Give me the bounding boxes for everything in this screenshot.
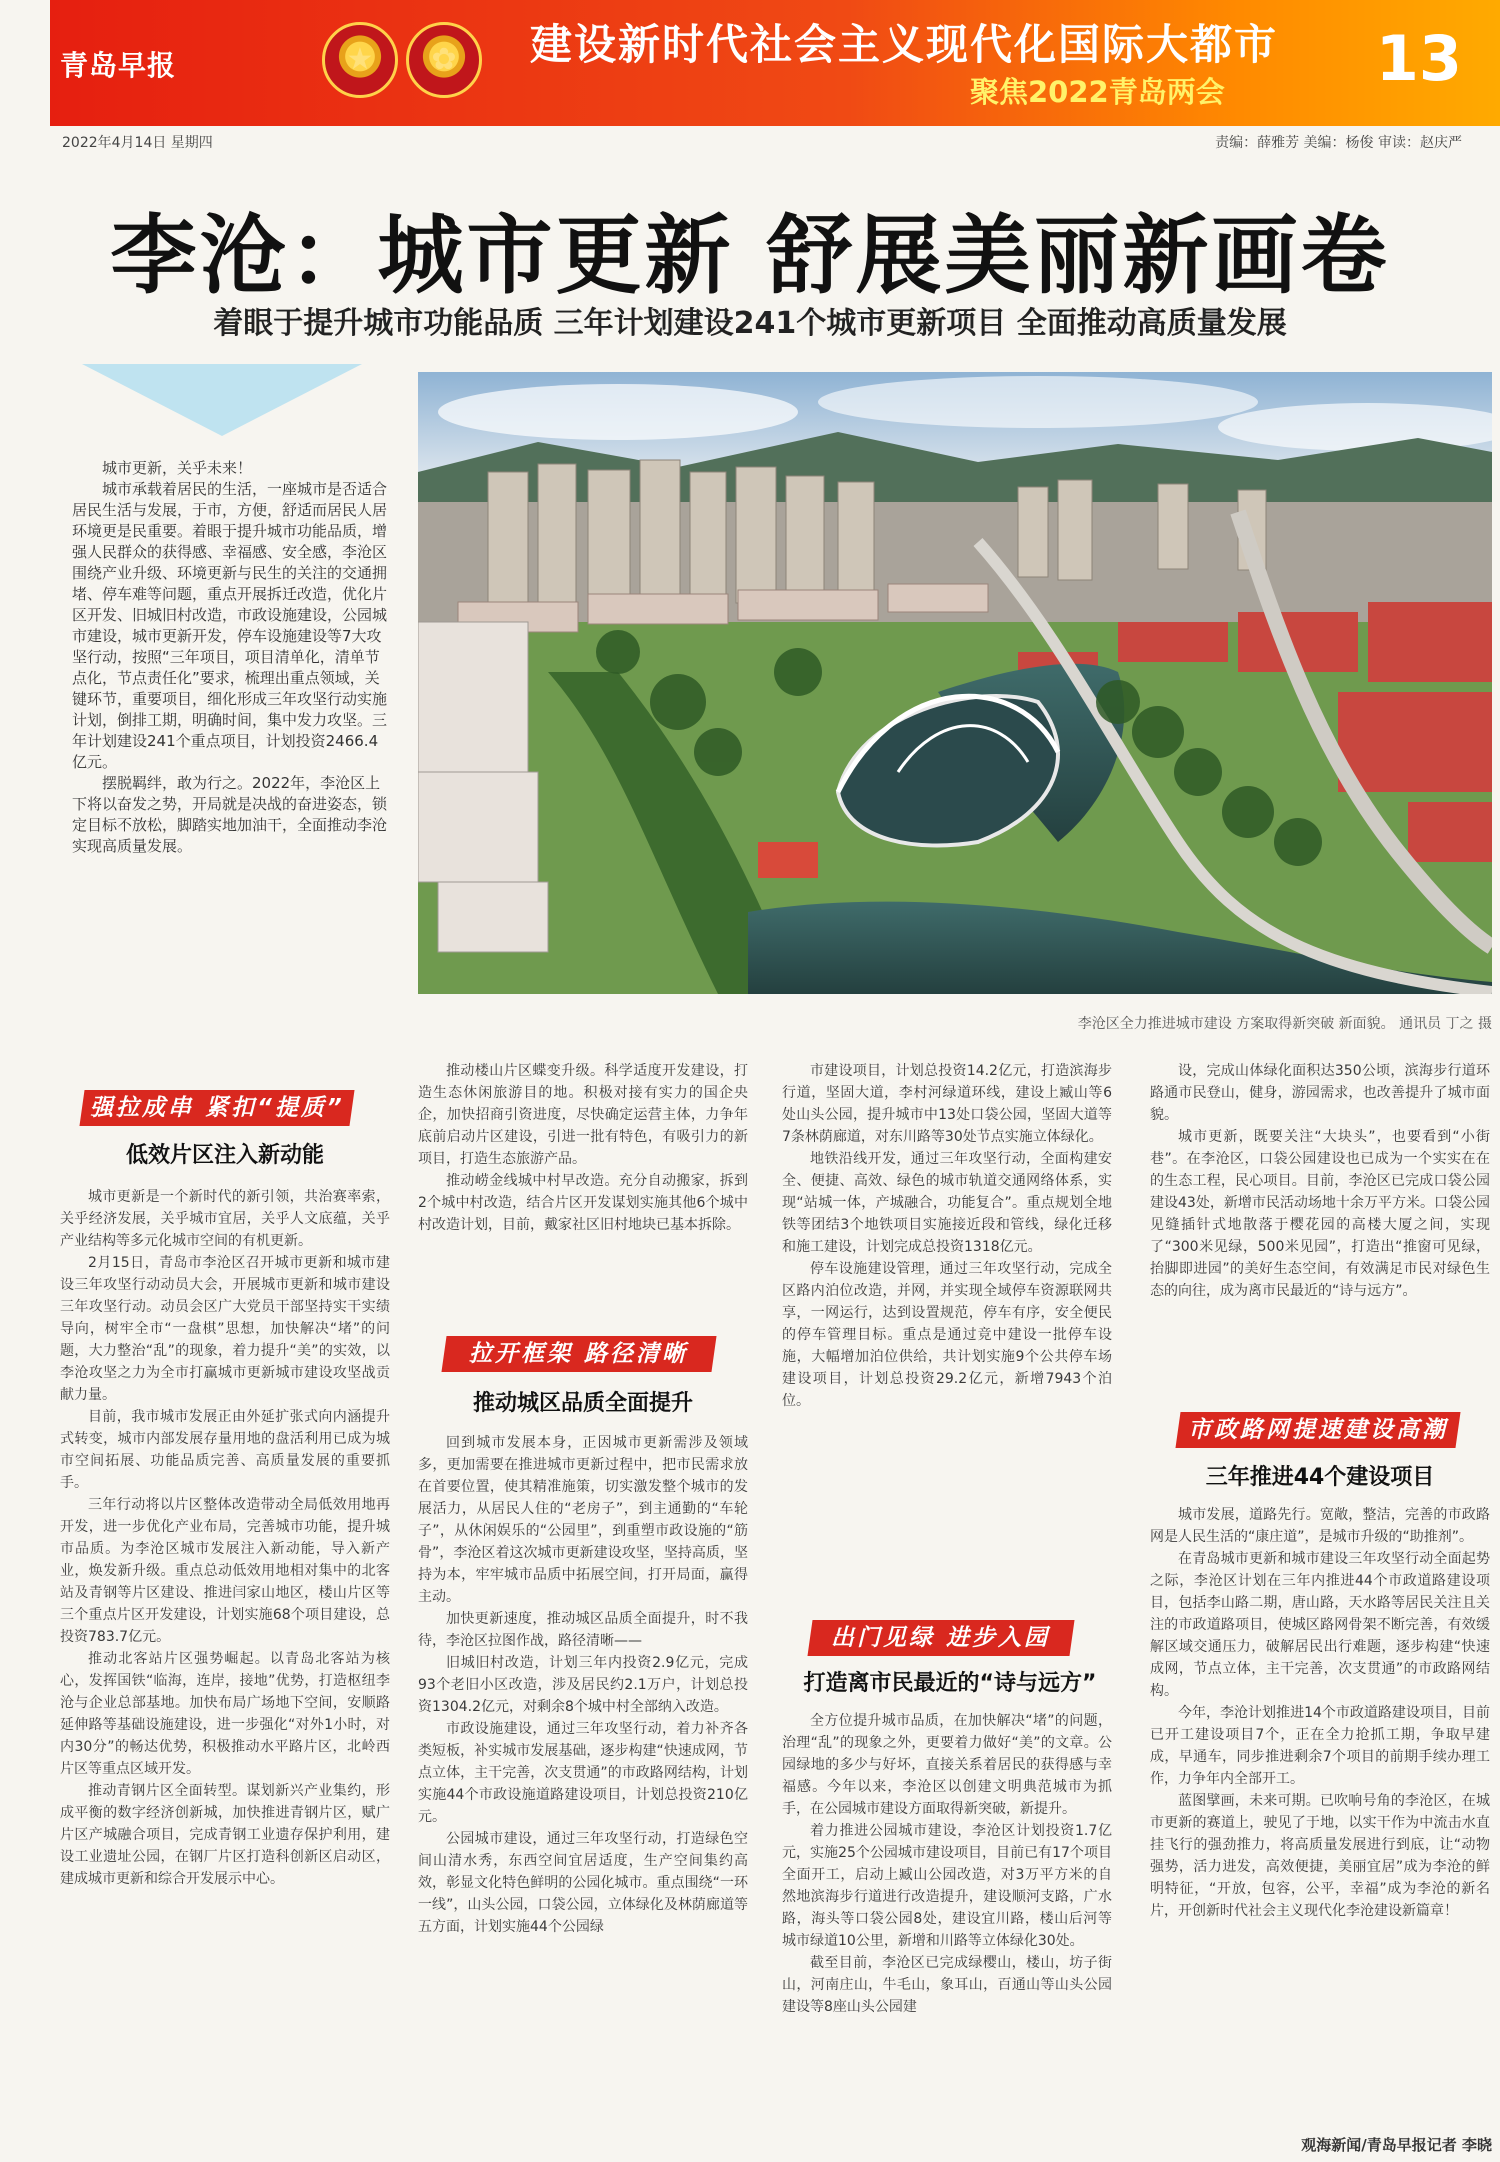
- section-subtitle-3: 打造离市民最近的“诗与远方”: [803, 1671, 1097, 1696]
- article-column-4-bottom: [1150, 1504, 1490, 1922]
- article-paragraph: 设，完成山体绿化面积达350公顷，滨海步行道环路通市民登山，健身，游园需求，也改善提升了城市面貌。: [1150, 1063, 1490, 1123]
- cppcc-emblem-icon: ✿: [406, 22, 482, 98]
- article-paragraph: 2月15日，青岛市李沧区召开城市更新和城市建设三年攻坚行动动员大会，开展城市更新和城市建设三年攻坚行动。动员会区广大党员干部坚持实干实绩导向，树牢全市“一盘棋”思想，加快解决“堵”的问题，大力整治“乱”的现象，着力提升“美”的实效，以李沧攻坚之力为全市打赢城市更新城市建设攻坚战贡献力量。: [60, 1255, 390, 1403]
- article-paragraph: 公园城市建设，通过三年攻坚行动，打造绿色空间山清水秀，东西空间宜居适度，生产空间集约高效，彰显文化特色鲜明的公园化城市。重点围绕“一环一线”，山头公园，口袋公园，立体绿化及林荫廊道等五方面，计划实施44个公园绿: [418, 1831, 748, 1935]
- intro-text: [72, 458, 392, 857]
- article-paragraph: 推动北客站片区强势崛起。以青岛北客站为核心，发挥国铁“临海，连岸，接地”优势，打造枢纽李沧与企业总部基地。加快布局广场地下空间，安顺路延伸路等基础设施建设，进一步强化“对外1小时，对内30分”的畅达优势，积极推动水平路片区，北岭西片区等重点区域开发。: [60, 1651, 390, 1777]
- masthead-title: 建设新时代社会主义现代化国际大都市: [530, 20, 1279, 69]
- article-paragraph: 推动崂金线城中村早改造。充分自动搬家，拆到2个城中村改造，结合片区开发谋划实施其他6个城中村改造计划，目前，戴家社区旧村地块已基本拆除。: [418, 1173, 748, 1233]
- article-paragraph: 城市更新，既要关注“大块头”，也要看到“小街巷”。在李沧区，口袋公园建设也已成为一个实实在在的生态工程，民心项目。目前，李沧区已完成口袋公园建设43处，新增市民活动场地十余万平方米。口袋公园见缝插针式地散落于樱花园的高楼大厦之间，实现了“300米见绿，500米见园”，打造出“推窗可见绿，抬脚即进园”的美好生态空间，有效满足市民对绿色生态的向往，成为离市民最近的“诗与远方”。: [1150, 1129, 1490, 1299]
- intro-paragraph: 城市更新，关乎未来！: [102, 459, 253, 477]
- editor-credits: 责编：薛雅芳 美编：杨俊 审读：赵庆严: [1215, 135, 1462, 151]
- section-banner-2: 拉开框架 路径清晰: [441, 1336, 716, 1372]
- article-paragraph: 旧城旧村改造，计划三年内投资2.9亿元，完成93个老旧小区改造，涉及居民约2.1万户，计划总投资1304.2亿元，对剩余8个城中村全部纳入改造。: [418, 1655, 748, 1715]
- decorative-triangle: [82, 364, 362, 436]
- article-paragraph: 市建设项目，计划总投资14.2亿元，打造滨海步行道，坚固大道，李村河绿道环线，建设上臧山等6处山头公园，提升城市中13处口袋公园，坚固大道等7条林荫廊道，对东川路等30处节点实施立体绿化。: [782, 1063, 1112, 1145]
- section-subtitle-2: 推动城区品质全面提升: [472, 1391, 693, 1416]
- article-paragraph: 城市更新是一个新时代的新引领，共治赛率索，关乎经济发展，关乎城市宜居，关乎人文底蕴，关乎产业结构等多元化城市空间的有机更新。: [60, 1189, 390, 1249]
- section-subtitle-1: 低效片区注入新动能: [125, 1143, 324, 1168]
- aerial-city-photo: [418, 372, 1492, 994]
- article-paragraph: 加快更新速度，推动城区品质全面提升，时不我待，李沧区拉图作战，路径清晰——: [418, 1611, 748, 1649]
- sub-headline: 着眼于提升城市功能品质 三年计划建设241个城市更新项目 全面推动高质量发展: [213, 306, 1287, 341]
- article-paragraph: 三年行动将以片区整体改造带动全局低效用地再开发，进一步优化产业布局，完善城市功能，提升城市品质。为李沧区城市发展注入新动能，导入新产业，焕发新升级。重点总动低效用地相对集中的北客站及青钢等片区建设、推进闫家山地区，楼山片区等三个重点片区开发建设，计划实施68个项目建设，总投资783.7亿元。: [60, 1497, 390, 1645]
- article-paragraph: 蓝图擘画，未来可期。已吹响号角的李沧区，在城市更新的赛道上，驶见了于地，以实干作为中流击水直挂飞行的强劲推力，将高质量发展进行到底，让“动物强势，活力进发，高效便捷，美丽宜居”成为李沧的鲜明特征，“开放，包容，公平，幸福”成为李沧的新名片，开创新时代社会主义现代化李沧建设新篇章！: [1150, 1793, 1490, 1919]
- article-paragraph: 回到城市发展本身，正因城市更新需涉及领域多，更加需要在推进城市更新过程中，把市民需求放在首要位置，使其精准施策，切实激发整个城市的发展活力，从居民人住的“老房子”，到主通勤的“车轮子”，从休闲娱乐的“公园里”，到重塑市政设施的“筋骨”，李沧区着这次城市更新建设攻坚，坚持高质，坚持为本，牢牢城市品质中拓展空间，打开局面，赢得主动。: [418, 1435, 748, 1605]
- article-paragraph: 今年，李沧计划推进14个市政道路建设项目，目前已开工建设项目7个，正在全力抢抓工期，争取早建成，早通车，同步推进剩余7个项目的前期手续办理工作，力争年内全部开工。: [1150, 1705, 1490, 1787]
- article-paragraph: 推动青钢片区全面转型。谋划新兴产业集约，形成平衡的数字经济创新城，加快推进青钢片区，赋广片区产城融合项目，完成青钢工业遗存保护利用，建设工业遗址公园，在钢厂片区打造科创新区启动区，建成城市更新和综合开发展示中心。: [60, 1783, 390, 1887]
- article-paragraph: 市政设施建设，通过三年攻坚行动，着力补齐各类短板，补实城市发展基础，逐步构建“快速成网，节点立体，主干完善，次支贯通”的市政路网结构，计划实施44个市政设施道路建设项目，计划总投资210亿元。: [418, 1721, 748, 1825]
- article-paragraph: 目前，我市城市发展正由外延扩张式向内涵提升式转变，城市内部发展存量用地的盘活利用已成为城市空间拓展、功能品质完善、高质量发展的重要抓手。: [60, 1409, 390, 1491]
- article-column-2-top: [418, 1060, 748, 1236]
- section-banner-1: 强拉成串 紧扣“提质”: [79, 1090, 354, 1126]
- page-number: 13: [1375, 22, 1462, 95]
- article-column-3-bottom: [782, 1710, 1112, 2018]
- article-column-4-top: [1150, 1060, 1490, 1302]
- main-headline: 李沧：城市更新 舒展美丽新画卷: [110, 206, 1390, 306]
- masthead-banner: [50, 0, 1500, 126]
- article-paragraph: 着力推进公园城市建设，李沧区计划投资1.7亿元，实施25个公园城市建设项目，目前已有17个项目全面开工，启动上臧山公园改造，对3万平方米的自然地滨海步行道进行改造提升，建设顺河支路，广水路，海头等口袋公园8处，建设宜川路，楼山后河等城市绿道10公里，新增和川路等立体绿化30处。: [782, 1823, 1112, 1949]
- article-paragraph: 截至目前，李沧区已完成绿樱山，楼山，坊子街山，河南庄山，牛毛山，象耳山，百通山等山头公园建设等8座山头公园建: [782, 1955, 1112, 2015]
- article-column-1: [60, 1186, 390, 1890]
- section-subtitle-4: 三年推进44个建设项目: [1205, 1465, 1435, 1490]
- reporter-credit: 观海新闻/青岛早报记者 李晓: [1301, 2136, 1492, 2154]
- national-emblem-icon: ★: [322, 22, 398, 98]
- article-column-3-top: [782, 1060, 1112, 1412]
- article-paragraph: 推动楼山片区蝶变升级。科学适度开发建设，打造生态休闲旅游目的地。积极对接有实力的国企央企，加快招商引资进度，尽快确定运营主体，力争年底前启动片区建设，引进一批有特色，有吸引力的新项目，打造生态旅游产品。: [418, 1063, 748, 1167]
- article-paragraph: 地铁沿线开发，通过三年攻坚行动，全面构建安全、便捷、高效、绿色的城市轨道交通网络体系，实现“站城一体，产城融合，功能复合”。重点规划全地铁等团结3个地铁项目实施接近段和管线，绿化迁移和施工建设，计划完成总投资1318亿元。: [782, 1151, 1112, 1255]
- intro-paragraph: 城市承载着居民的生活，一座城市是否适合居民生活与发展，于市，方便，舒适而居民人居环境更是民重要。着眼于提升城市功能品质，增强人民群众的获得感、幸福感、安全感，李沧区围绕产业升级、环境更新与民生的关注的交通拥堵、停车难等问题，重点开展拆迁改造，优化片区开发、旧城旧村改造，市政设施建设，公园城市建设，城市更新开发，停车设施建设等7大攻坚行动，按照“三年项目，项目清单化，清单节点化，节点责任化”要求，梳理出重点领域，关键环节，重要项目，细化形成三年攻坚行动实施计划，倒排工期，明确时间，集中发力攻坚。三年计划建设241个重点项目，计划投资2466.4亿元。: [72, 480, 388, 771]
- section-banner-4: 市政路网提速建设高潮: [1175, 1412, 1460, 1448]
- section-banner-3: 出门见绿 进步入园: [807, 1620, 1074, 1656]
- article-paragraph: 停车设施建设管理，通过三年攻坚行动，完成全区路内泊位改造，并网，并实现全域停车资源联网共享，一网运行，达到设置规范，停车有序，安全便民的停车管理目标。重点是通过竞中建设一批停车设施，大幅增加泊位供给，共计划实施9个公共停车场建设项目，计划总投资29.2亿元，新增7943个泊位。: [782, 1261, 1112, 1409]
- photo-caption: 李沧区全力推进城市建设 方案取得新突破 新面貌。 通讯员 丁之 摄: [1077, 1016, 1492, 1032]
- masthead-subtitle: 聚焦2022青岛两会: [970, 75, 1225, 109]
- article-paragraph: 全方位提升城市品质，在加快解决“堵”的问题，治理“乱”的现象之外，更要着力做好“美”的文章。公园绿地的多少与好坏，直接关系着居民的获得感与幸福感。今年以来，李沧区以创建文明典范城市为抓手，在公园城市建设方面取得新突破，新提升。: [782, 1713, 1112, 1817]
- intro-paragraph: 摆脱羁绊，敢为行之。2022年，李沧区上下将以奋发之势，开局就是决战的奋进姿态，锁定目标不放松，脚踏实地加油干，全面推动李沧实现高质量发展。: [72, 774, 388, 855]
- article-column-2-bottom: [418, 1432, 748, 1938]
- article-paragraph: 在青岛城市更新和城市建设三年攻坚行动全面起势之际，李沧区计划在三年内推进44个市政道路建设项目，包括李山路二期，唐山路，天水路等居民关注且关注的市政道路项目，使城区路网骨架不断完善，有效缓解区域交通压力，破解居民出行难题，逐步构建“快速成网，节点立体，主干完善，次支贯通”的市政路网结构。: [1150, 1551, 1490, 1699]
- newspaper-logo: 青岛早报: [60, 49, 177, 82]
- issue-date: 2022年4月14日 星期四: [62, 135, 213, 151]
- article-paragraph: 城市发展，道路先行。宽敞，整洁，完善的市政路网是人民生活的“康庄道”，是城市升级的“助推剂”。: [1150, 1507, 1490, 1545]
